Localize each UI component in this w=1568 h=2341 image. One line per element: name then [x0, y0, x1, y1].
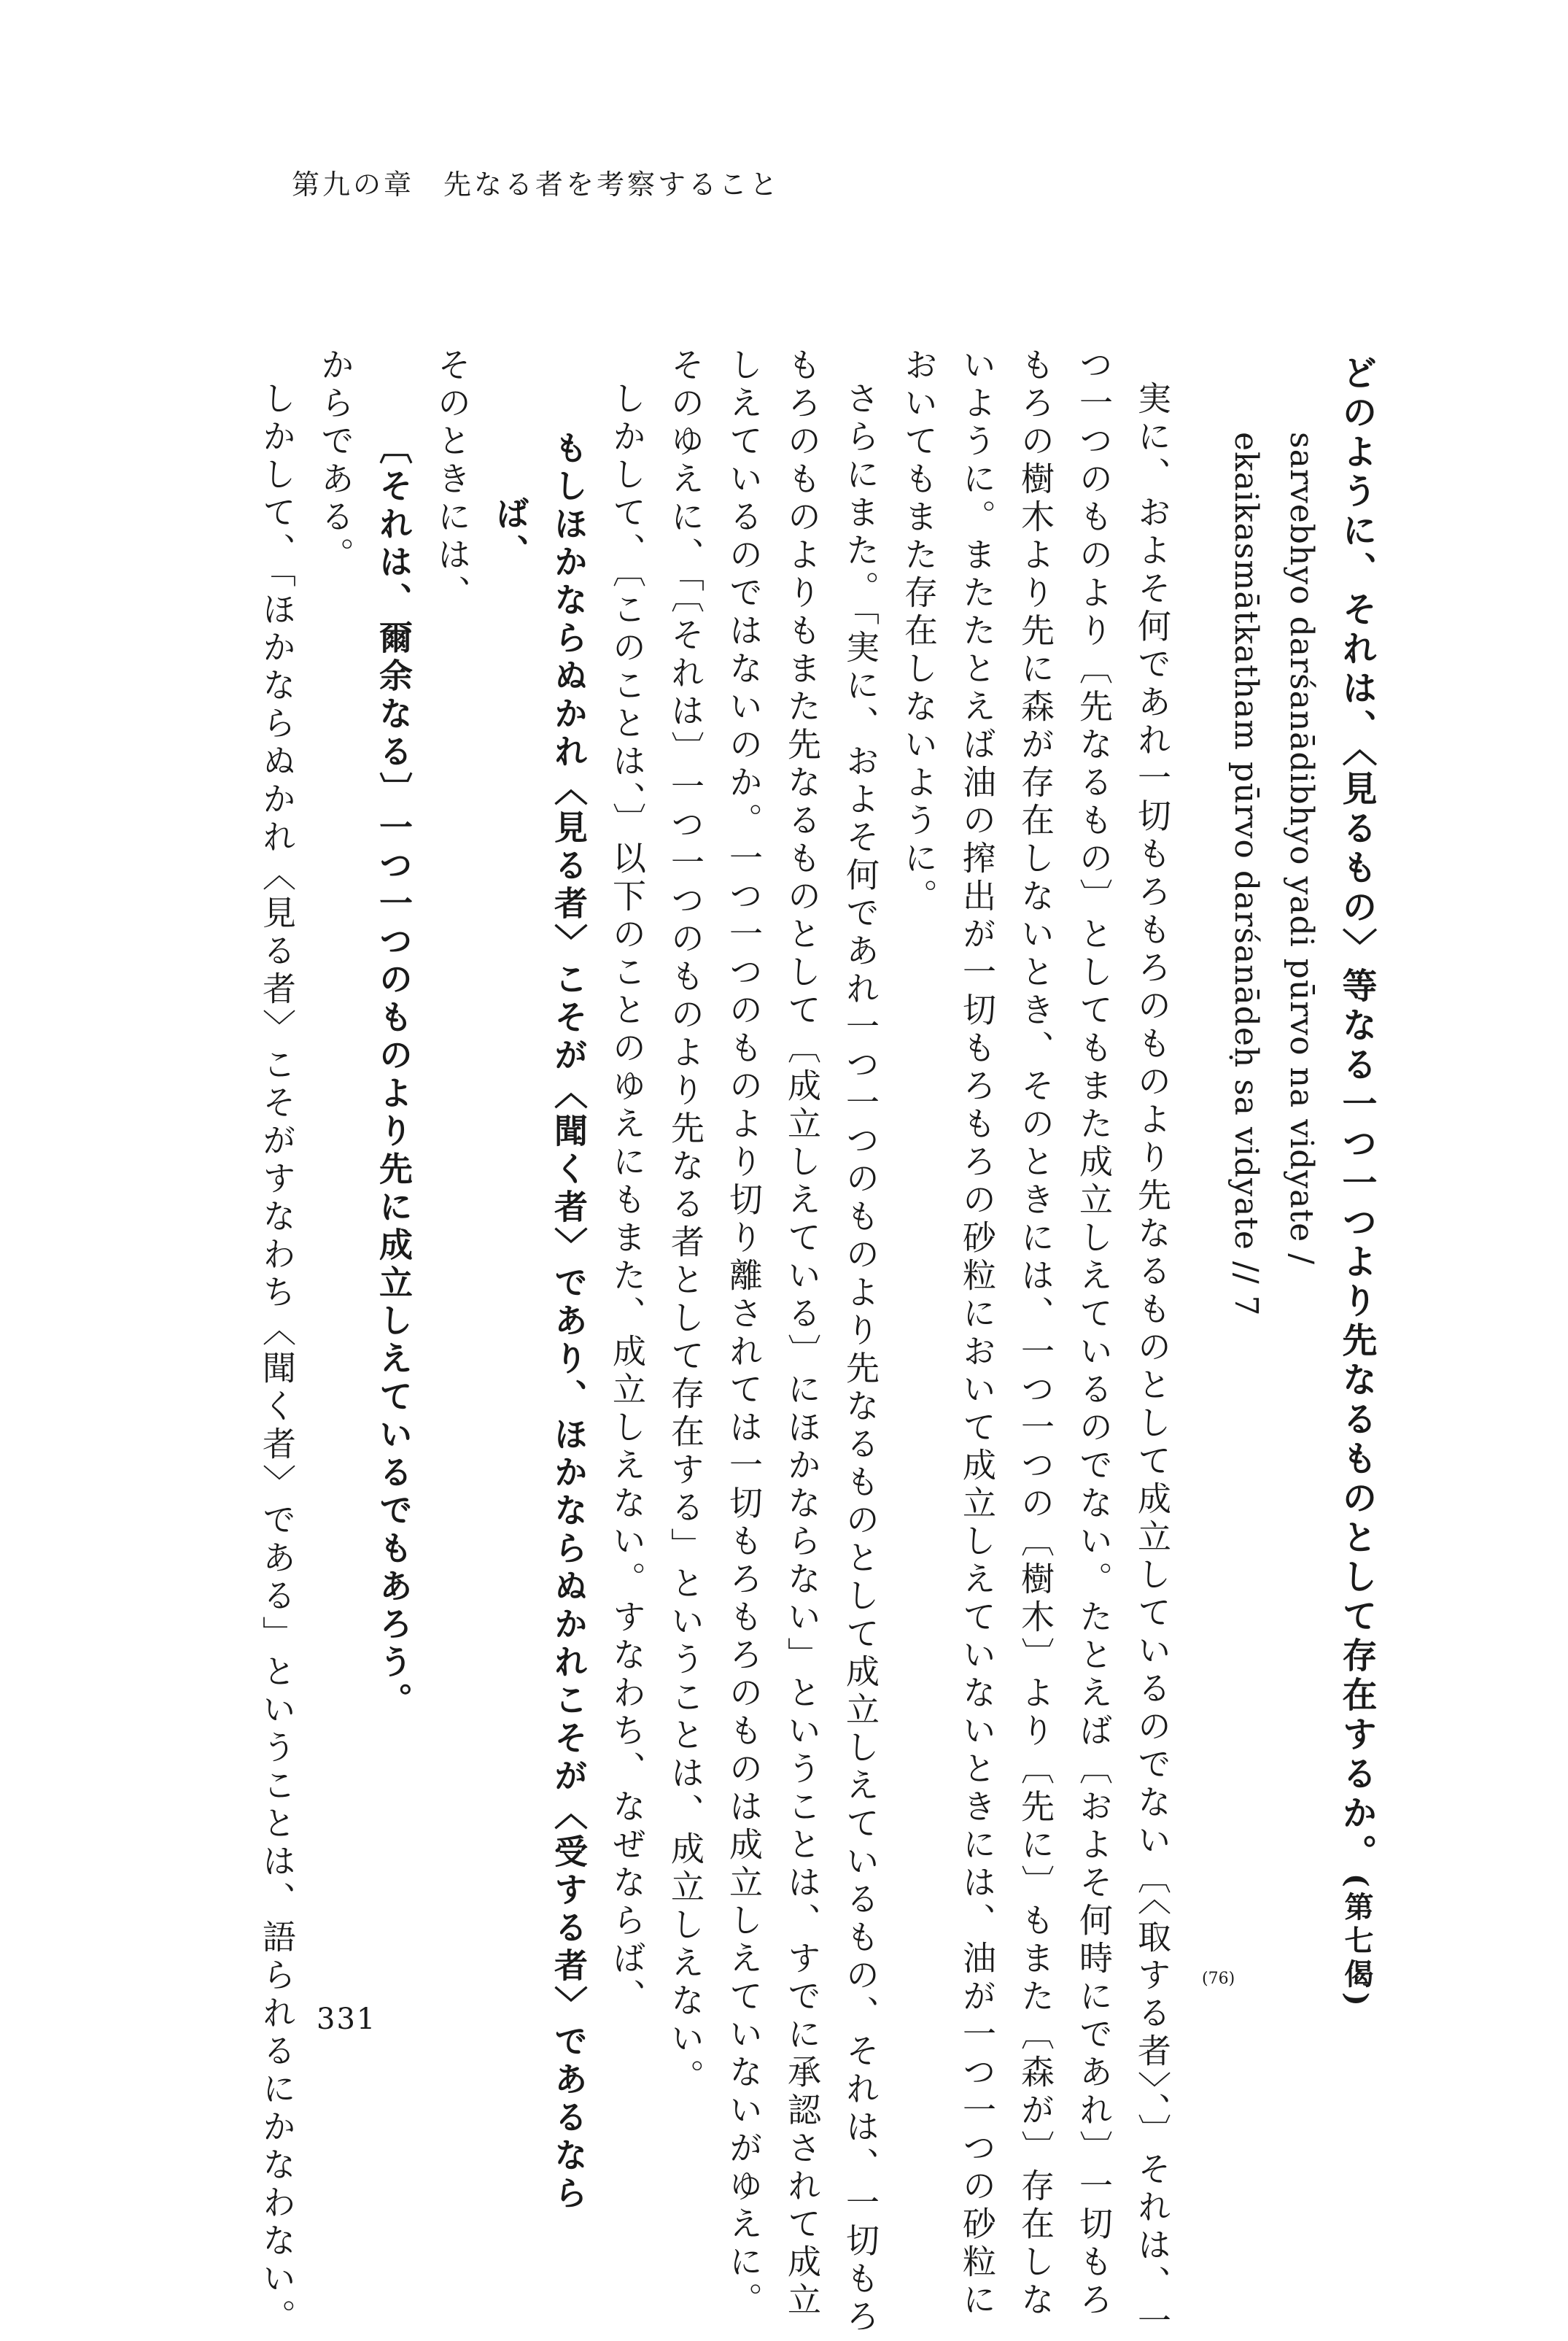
text-column — [656, 347, 715, 2097]
text-line: さらにまた。「実に、およそ何であれ一つ一つのものより先なるものとして成立しえているもの、それは、一切もろ — [841, 381, 880, 2337]
text-column — [890, 347, 948, 916]
text-column — [1065, 347, 1123, 2320]
text-column — [598, 381, 656, 2016]
page-number: 331 — [317, 2003, 377, 2036]
text-line: そのゆえに、「〔それは〕一つ一つのものより先なる者として存在する」ということは、成立しえない。 — [666, 347, 705, 2097]
text-column — [715, 347, 773, 2320]
text-line: いように。またたとえば油の搾出が一切もろもろの砂粒において成立しえていないときには、油が一つ一つの砂粒に — [958, 347, 997, 2320]
text-line: もろのものよりもまた先なるものとして〔成立しえている〕にほかならない」ということは、すでに承認されて成立 — [783, 347, 822, 2320]
text-line: もろの樹木より先に森が存在しないとき、そのときには、一つ一つの〔樹木〕より〔先に〕もまた〔森が〕存在しな — [1016, 347, 1055, 2320]
running-head-title: 先なる者を考察すること — [443, 169, 781, 201]
text-column — [306, 347, 365, 575]
text-line: 実に、およそ何であれ一切もろもろのものより先なるものとして成立しているのでない〔〈取する者〉、〕それは、一 — [1133, 381, 1172, 2341]
text-column — [1327, 355, 1386, 2011]
text-column — [423, 347, 481, 613]
text-column — [481, 496, 540, 572]
text-line: ば、 — [491, 496, 530, 572]
text-line: もしほかならぬかれ〈見る者〉こそが〈聞く者〉であり、ほかならぬかれこそが〈受する者〉であるなら — [549, 430, 589, 2213]
text-line: しかして、〔このことは、〕以下のことのゆえにもまた、成立しえない。すなわち、なぜならば、 — [608, 381, 647, 2016]
text-line: つ一つのものより〔先なるもの〕としてもまた成立しえているのでない。たとえば〔およそ何時にであれ〕一切もろ — [1074, 347, 1114, 2320]
text-line: おいてもまた存在しないように。 — [899, 347, 939, 916]
text-column — [1272, 432, 1330, 1265]
text-column — [773, 347, 831, 2320]
text-line: しえているのではないのか。一つ一つのものより切り離されては一切もろもろのものは成立しえていないがゆえに。 — [724, 347, 764, 2320]
text-line: しかして、「ほかならぬかれ〈見る者〉こそがすなわち〈聞く者〉である」ということは、語られるにかなわない。 — [257, 381, 297, 2337]
text-column — [1006, 347, 1065, 2320]
verse-tag: (第七偈) — [1340, 1873, 1374, 2011]
text-line: ekaikasmātkatham pūrvo darśanādeḥ sa vidyate // 7 — [1227, 432, 1265, 1317]
note-marker: (76) — [1202, 1970, 1235, 1988]
text-column — [948, 347, 1006, 2320]
text-line: どのように、それは、〈見るもの〉等なる一つ一つより先なるものとして存在するか。 — [1336, 355, 1377, 1873]
text-column — [540, 430, 598, 2213]
running-head-chapter: 第九の章 — [292, 169, 415, 201]
text-line: sarvebhyo darśanādibhyo yadi pūrvo na vidyate / — [1283, 432, 1320, 1265]
text-column — [831, 381, 890, 2337]
running-head — [292, 162, 780, 202]
text-column — [1216, 432, 1275, 1317]
text-line: 〔それは、爾余なる〕一つ一つのものより先に成立しえているでもあろう。 — [374, 430, 414, 1720]
text-line: からである。 — [316, 347, 355, 575]
text-column — [1123, 381, 1181, 2341]
text-line: そのときには、 — [432, 347, 472, 613]
text-column — [365, 430, 423, 1720]
text-column — [248, 381, 306, 2337]
